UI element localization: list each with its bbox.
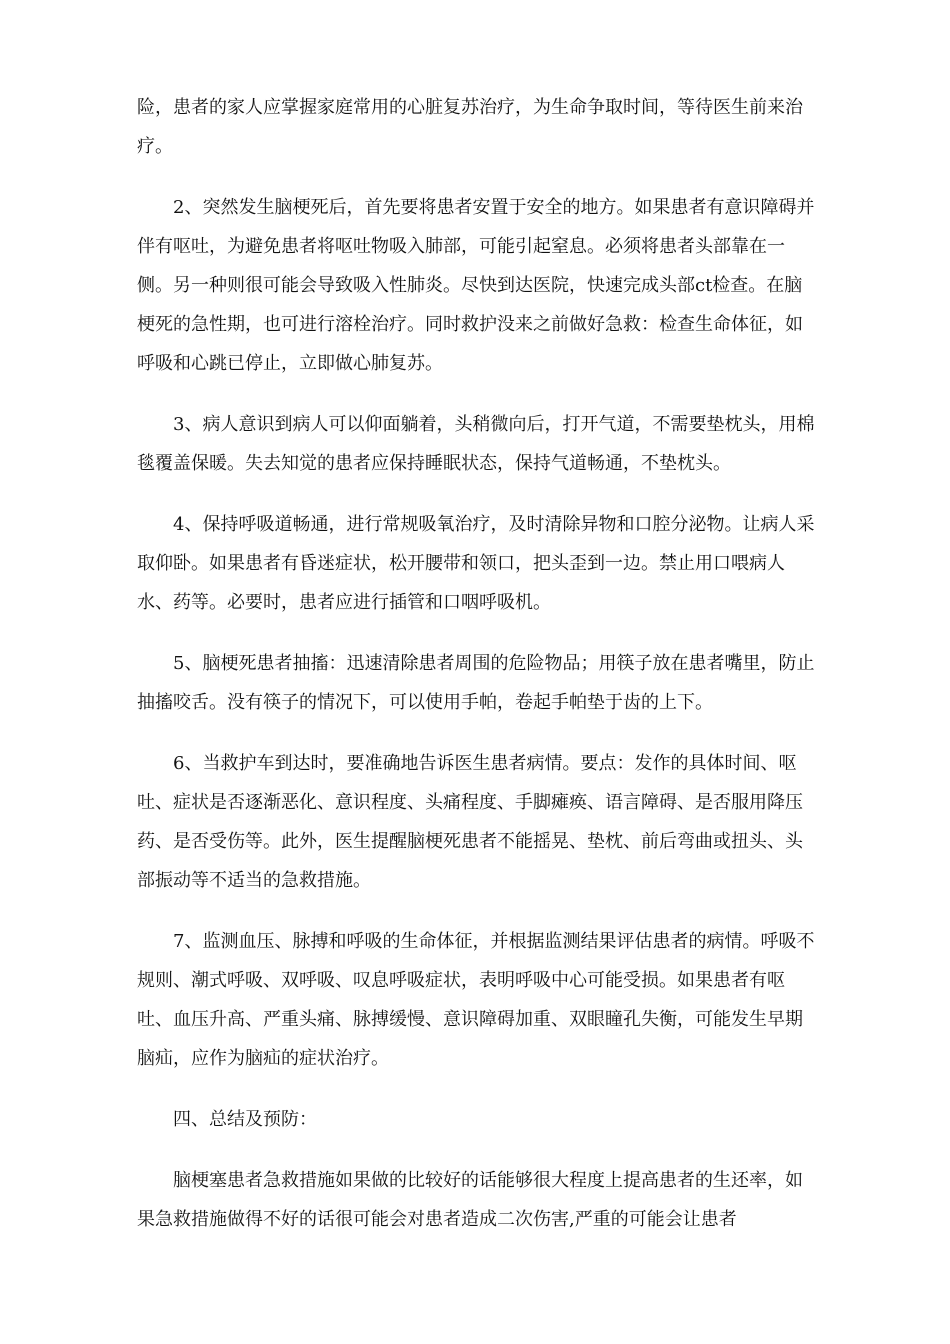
paragraph-item-5: 5、脑梗死患者抽搐：迅速清除患者周围的危险物品；用筷子放在患者嘴里，防止抽搐咬舌。没有筷子的情况下，可以使用手帕，卷起手帕垫于齿的上下。: [137, 653, 815, 713]
section-heading: 四、总结及预防：: [173, 1109, 317, 1130]
paragraph-summary: 脑梗塞患者急救措施如果做的比较好的话能够很大程度上提高患者的生还率，如果急救措施做得不好的话很可能会对患者造成二次伤害,严重的可能会让患者: [137, 1170, 803, 1230]
paragraph-item-4: 4、保持呼吸道畅通，进行常规吸氧治疗，及时清除异物和口腔分泌物。让病人采取仰卧。如果患者有昏迷症状，松开腰带和领口，把头歪到一边。禁止用口喂病人水、药等。必要时，患者应进行插管和口咽呼吸机。: [137, 514, 815, 613]
document-body: [137, 88, 817, 1261]
paragraph-item-3: 3、病人意识到病人可以仰面躺着，头稍微向后，打开气道，不需要垫枕头，用棉毯覆盖保暖。失去知觉的患者应保持睡眠状态，保持气道畅通，不垫枕头。: [137, 414, 815, 474]
paragraph-item-6: 6、当救护车到达时，要准确地告诉医生患者病情。要点：发作的具体时间、呕吐、症状是否逐渐恶化、意识程度、头痛程度、手脚瘫痪、语言障碍、是否服用降压药、是否受伤等。此外，医生提醒脑梗死患者不能摇晃、垫枕、前后弯曲或扭头、头部振动等不适当的急救措施。: [137, 753, 803, 891]
paragraph-item-7: 7、监测血压、脉搏和呼吸的生命体征，并根据监测结果评估患者的病情。呼吸不规则、潮式呼吸、双呼吸、叹息呼吸症状，表明呼吸中心可能受损。如果患者有呕吐、血压升高、严重头痛、脉搏缓慢、意识障碍加重、双眼瞳孔失衡，可能发生早期脑疝，应作为脑疝的症状治疗。: [137, 931, 815, 1069]
paragraph-item-2: 2、突然发生脑梗死后，首先要将患者安置于安全的地方。如果患者有意识障碍并伴有呕吐，为避免患者将呕吐物吸入肺部，可能引起窒息。必须将患者头部靠在一侧。另一种则很可能会导致吸入性肺炎。尽快到达医院，快速完成头部ct检查。在脑梗死的急性期，也可进行溶栓治疗。同时救护没来之前做好急救：检查生命体征，如呼吸和心跳已停止，立即做心肺复苏。: [137, 197, 815, 374]
paragraph-continuation: 险，患者的家人应掌握家庭常用的心脏复苏治疗，为生命争取时间，等待医生前来治疗。: [137, 97, 803, 157]
